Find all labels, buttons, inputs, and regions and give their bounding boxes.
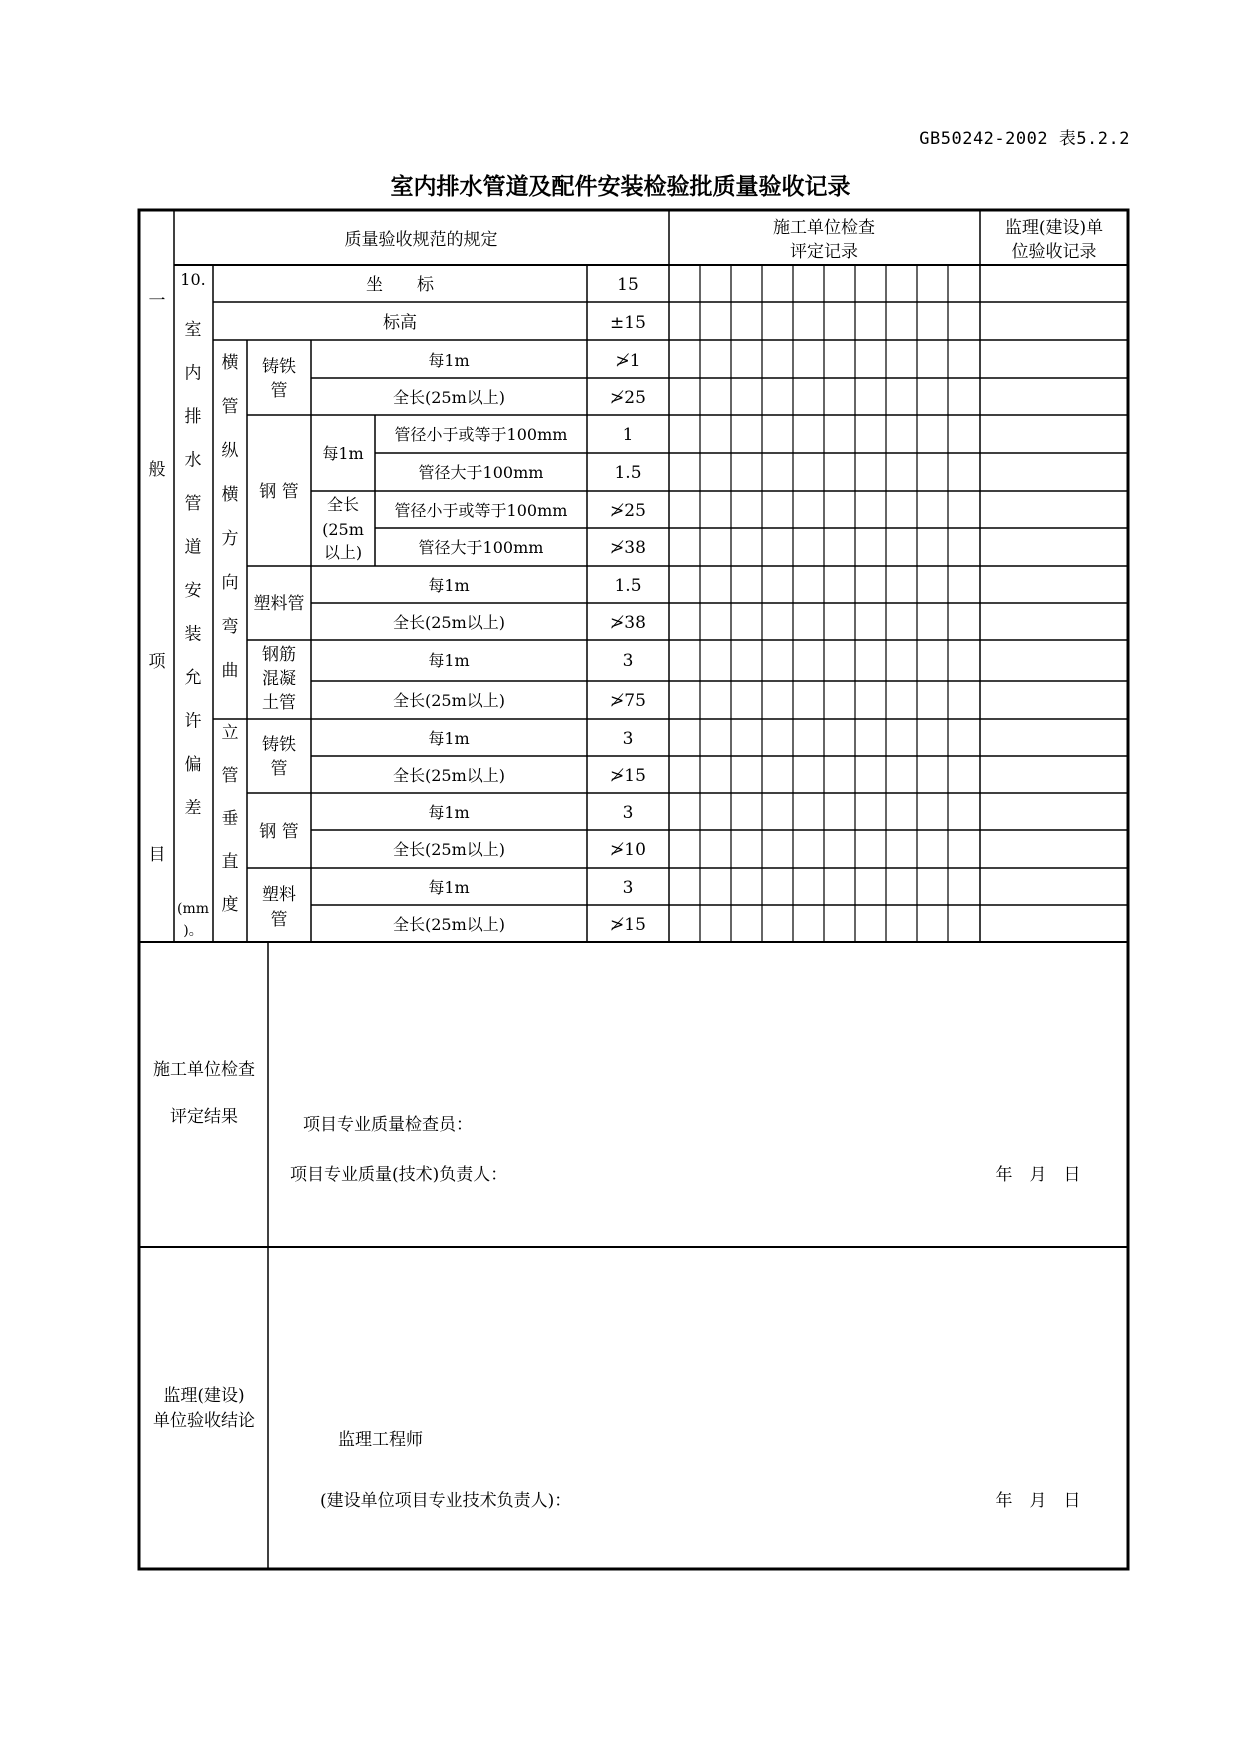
v-steel-per-m: 每1m — [428, 803, 470, 822]
v-castiron-per-m-value: 3 — [622, 729, 634, 749]
h-steel-per-m: 每1m — [322, 444, 364, 463]
section-label-char: 一 — [148, 291, 166, 311]
header-construction-line1: 施工单位检查 — [773, 218, 875, 238]
h-steel-large-2: 管径大于100mm — [418, 538, 544, 557]
construction-result-label-line1: 施工单位检查 — [153, 1060, 255, 1080]
supervision-engineer-label: 监理工程师 — [338, 1430, 423, 1450]
item-name-char: 允 — [184, 668, 202, 688]
supervision-result-label-line2: 单位验收结论 — [153, 1411, 255, 1431]
quality-manager-label: 项目专业质量(技术)负责人： — [290, 1165, 508, 1185]
h-steel-name: 钢 管 — [259, 482, 299, 502]
header-spec: 质量验收规范的规定 — [344, 230, 498, 250]
elev-label: 标高 — [383, 313, 417, 333]
h-steel-large-1: 管径大于100mm — [418, 463, 544, 482]
construction-date: 年 月 日 — [995, 1165, 1081, 1185]
h-castiron-name-line2: 管 — [270, 381, 288, 401]
h-plastic-per-m: 每1m — [428, 576, 470, 595]
item-name-char: 许 — [184, 711, 202, 732]
v-steel-name: 钢 管 — [259, 822, 299, 842]
h-concrete-name-line3: 土管 — [262, 693, 296, 713]
horizontal-group-char: 横 — [221, 485, 239, 505]
h-castiron-per-m-value: ≯1 — [615, 351, 641, 371]
vertical-group-char: 直 — [221, 852, 239, 872]
h-concrete-full: 全长(25m以上) — [392, 691, 506, 710]
v-castiron-name-line2: 管 — [270, 759, 288, 779]
header-construction-line2: 评定记录 — [790, 242, 858, 262]
horizontal-group-char: 向 — [221, 573, 239, 593]
h-steel-full-line1: 全长 — [326, 495, 360, 514]
horizontal-group-char: 管 — [221, 397, 239, 417]
document-title: 室内排水管道及配件安装检验批质量验收记录 — [390, 174, 851, 200]
h-steel-per-m-large-value: 1.5 — [614, 463, 642, 483]
header-supervision-line2: 位验收记录 — [1011, 242, 1097, 262]
horizontal-group-char: 横 — [221, 353, 239, 373]
v-steel-full-value: ≯10 — [610, 840, 646, 860]
h-castiron-full-value: ≯25 — [610, 388, 646, 408]
coord-value: 15 — [617, 275, 639, 295]
v-castiron-full-value: ≯15 — [610, 766, 646, 786]
h-concrete-name-line2: 混凝 — [262, 669, 296, 689]
vertical-group-label — [222, 723, 239, 915]
v-steel-full: 全长(25m以上) — [392, 840, 506, 859]
item-name — [185, 320, 202, 819]
h-castiron-per-m: 每1m — [428, 351, 470, 370]
horizontal-group-char: 弯 — [221, 617, 239, 637]
h-steel-full-small-value: ≯25 — [610, 501, 646, 521]
h-castiron-full: 全长(25m以上) — [392, 388, 506, 407]
h-steel-small-2: 管径小于或等于100mm — [394, 501, 568, 520]
h-steel-full-line3: 以上) — [323, 543, 363, 562]
item-name-char: 室 — [184, 320, 202, 340]
v-plastic-name-line2: 管 — [270, 910, 288, 930]
h-concrete-per-m: 每1m — [428, 651, 470, 670]
v-plastic-per-m: 每1m — [428, 878, 470, 897]
h-concrete-name-line1: 钢筋 — [262, 645, 296, 665]
item-unit-line2: )。 — [183, 923, 203, 939]
h-castiron-name-line1: 铸铁 — [262, 357, 296, 377]
h-plastic-per-m-value: 1.5 — [614, 576, 642, 596]
quality-inspector-label: 项目专业质量检查员： — [303, 1115, 473, 1135]
horizontal-group-char: 纵 — [221, 441, 239, 461]
section-label-char: 项 — [148, 652, 166, 672]
horizontal-group-char: 曲 — [221, 661, 239, 681]
v-castiron-per-m: 每1m — [428, 729, 470, 748]
owner-representative-label: (建设单位项目专业技术负责人)： — [320, 1491, 572, 1511]
horizontal-group-label — [222, 353, 239, 681]
h-plastic-full-value: ≯38 — [610, 613, 646, 633]
item-name-char: 安 — [184, 581, 202, 601]
h-plastic-full: 全长(25m以上) — [392, 613, 506, 632]
coord-label: 坐 标 — [366, 275, 434, 295]
section-label-char: 目 — [148, 845, 166, 865]
h-concrete-per-m-value: 3 — [622, 651, 634, 671]
v-plastic-per-m-value: 3 — [622, 878, 634, 898]
item-name-char: 道 — [184, 537, 202, 558]
supervision-result-label-line1: 监理(建设) — [163, 1386, 245, 1406]
construction-result-label-line2: 评定结果 — [170, 1107, 238, 1127]
h-plastic-name: 塑料管 — [253, 594, 305, 614]
h-steel-full-line2: (25m — [322, 520, 364, 539]
supervision-date: 年 月 日 — [995, 1491, 1081, 1511]
vertical-group-char: 度 — [221, 895, 239, 915]
vertical-group-char: 管 — [221, 766, 239, 786]
horizontal-group-char: 方 — [221, 529, 239, 549]
item-name-char: 装 — [184, 624, 202, 645]
item-name-char: 偏 — [184, 755, 202, 775]
item-unit-line1: (mm — [176, 901, 210, 917]
document-code: GB50242-2002 表5.2.2 — [919, 129, 1130, 149]
item-name-char: 差 — [184, 798, 202, 819]
vertical-group-char: 立 — [221, 723, 239, 743]
v-steel-per-m-value: 3 — [622, 803, 634, 823]
h-steel-per-m-small-value: 1 — [622, 425, 634, 445]
v-plastic-full-value: ≯15 — [610, 915, 646, 935]
v-plastic-full: 全长(25m以上) — [392, 915, 506, 934]
h-concrete-full-value: ≯75 — [610, 691, 646, 711]
elev-value: ±15 — [610, 313, 646, 333]
item-name-char: 管 — [184, 494, 202, 514]
item-name-char: 排 — [184, 407, 202, 427]
item-name-char: 水 — [184, 450, 202, 471]
item-number: 10. — [180, 270, 206, 289]
item-name-char: 内 — [184, 363, 202, 384]
v-castiron-name-line1: 铸铁 — [262, 735, 296, 755]
h-steel-small-1: 管径小于或等于100mm — [394, 425, 568, 444]
header-supervision-line1: 监理(建设)单 — [1004, 218, 1104, 238]
vertical-group-char: 垂 — [221, 809, 239, 829]
v-castiron-full: 全长(25m以上) — [392, 766, 506, 785]
h-steel-full-large-value: ≯38 — [610, 538, 646, 558]
section-label-char: 般 — [148, 460, 166, 480]
v-plastic-name-line1: 塑料 — [262, 885, 296, 905]
